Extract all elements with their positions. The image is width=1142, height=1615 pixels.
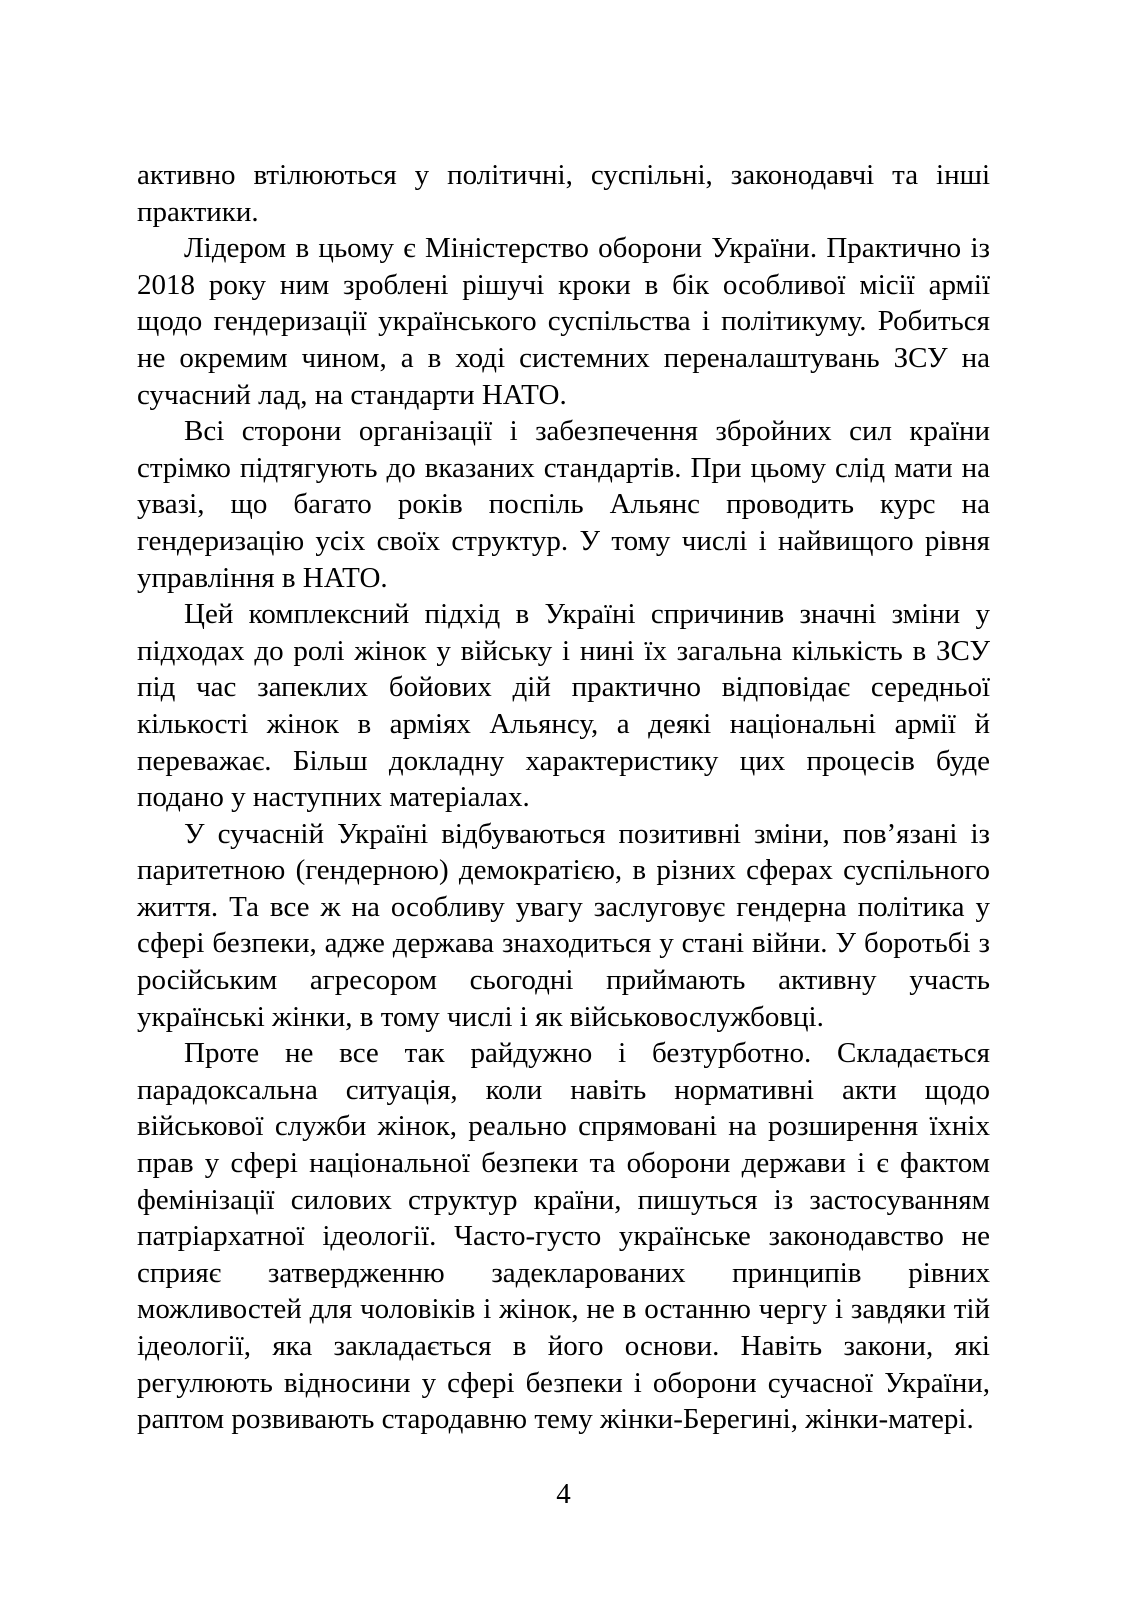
- paragraph: Всі сторони організації і забезпечення збройних сил країни стрімко підтягують до вказаних стандартів. При цьому слід мати на увазі, що багато років поспіль Альянс проводить курс на гендеризацію усіх своїх структур. У тому числі і найвищого рівня управління в НАТО.: [137, 415, 990, 594]
- paragraph: Лідером в цьому є Міністерство оборони України. Практично із 2018 року ним зроблені рішучі кроки в бік особливої місії армії щодо гендеризації українського суспільства і політикуму. Робиться не окремим чином, а в ході системних переналаштувань ЗСУ на сучасний лад, на стандарти НАТО.: [137, 232, 990, 411]
- paragraph: У сучасній Україні відбуваються позитивні зміни, пов’язані із паритетною (гендерною) демократією, в різних сферах суспільного життя. Та все ж на особливу увагу заслуговує гендерна політика у сфері безпеки, адже держава знаходиться у стані війни. У боротьбі з російським агресором сьогодні приймають активну участь українські жінки, в тому числі і як військовослужбовці.: [137, 817, 990, 1033]
- paragraph: активно втілюються у політичні, суспільні, законодавчі та інші практики.: [137, 159, 990, 228]
- paragraph: Проте не все так райдужно і безтурботно. Складається парадоксальна ситуація, коли навіть нормативні акти щодо військової служби жінок, реально спрямовані на розширення їхніх прав у сфері національної безпеки та оборони держави і є фактом фемінізації силових структур країни, пишуться із застосуванням патріархатної ідеології. Часто-густо українське законодавство не сприяє затвердженню задекларованих принципів рівних можливостей для чоловіків і жінок, не в останню чергу і завдяки тій ідеології, яка закладається в його основи. Навіть закони, які регулюють відносини у сфері безпеки і оборони сучасної України, раптом розвивають стародавню тему жінки-Берегині, жінки-матері.: [137, 1037, 990, 1436]
- paragraph: Цей комплексний підхід в Україні спричинив значні зміни у підходах до ролі жінок у війську і нині їх загальна кількість в ЗСУ під час запеклих бойових дій практично відповідає середньої кількості жінок в арміях Альянсу, а деякі національні армії й переважає. Більш докладну характеристику цих процесів буде подано у наступних матеріалах.: [137, 598, 990, 814]
- body-text: [137, 157, 990, 1438]
- page-number: 4: [556, 1478, 571, 1510]
